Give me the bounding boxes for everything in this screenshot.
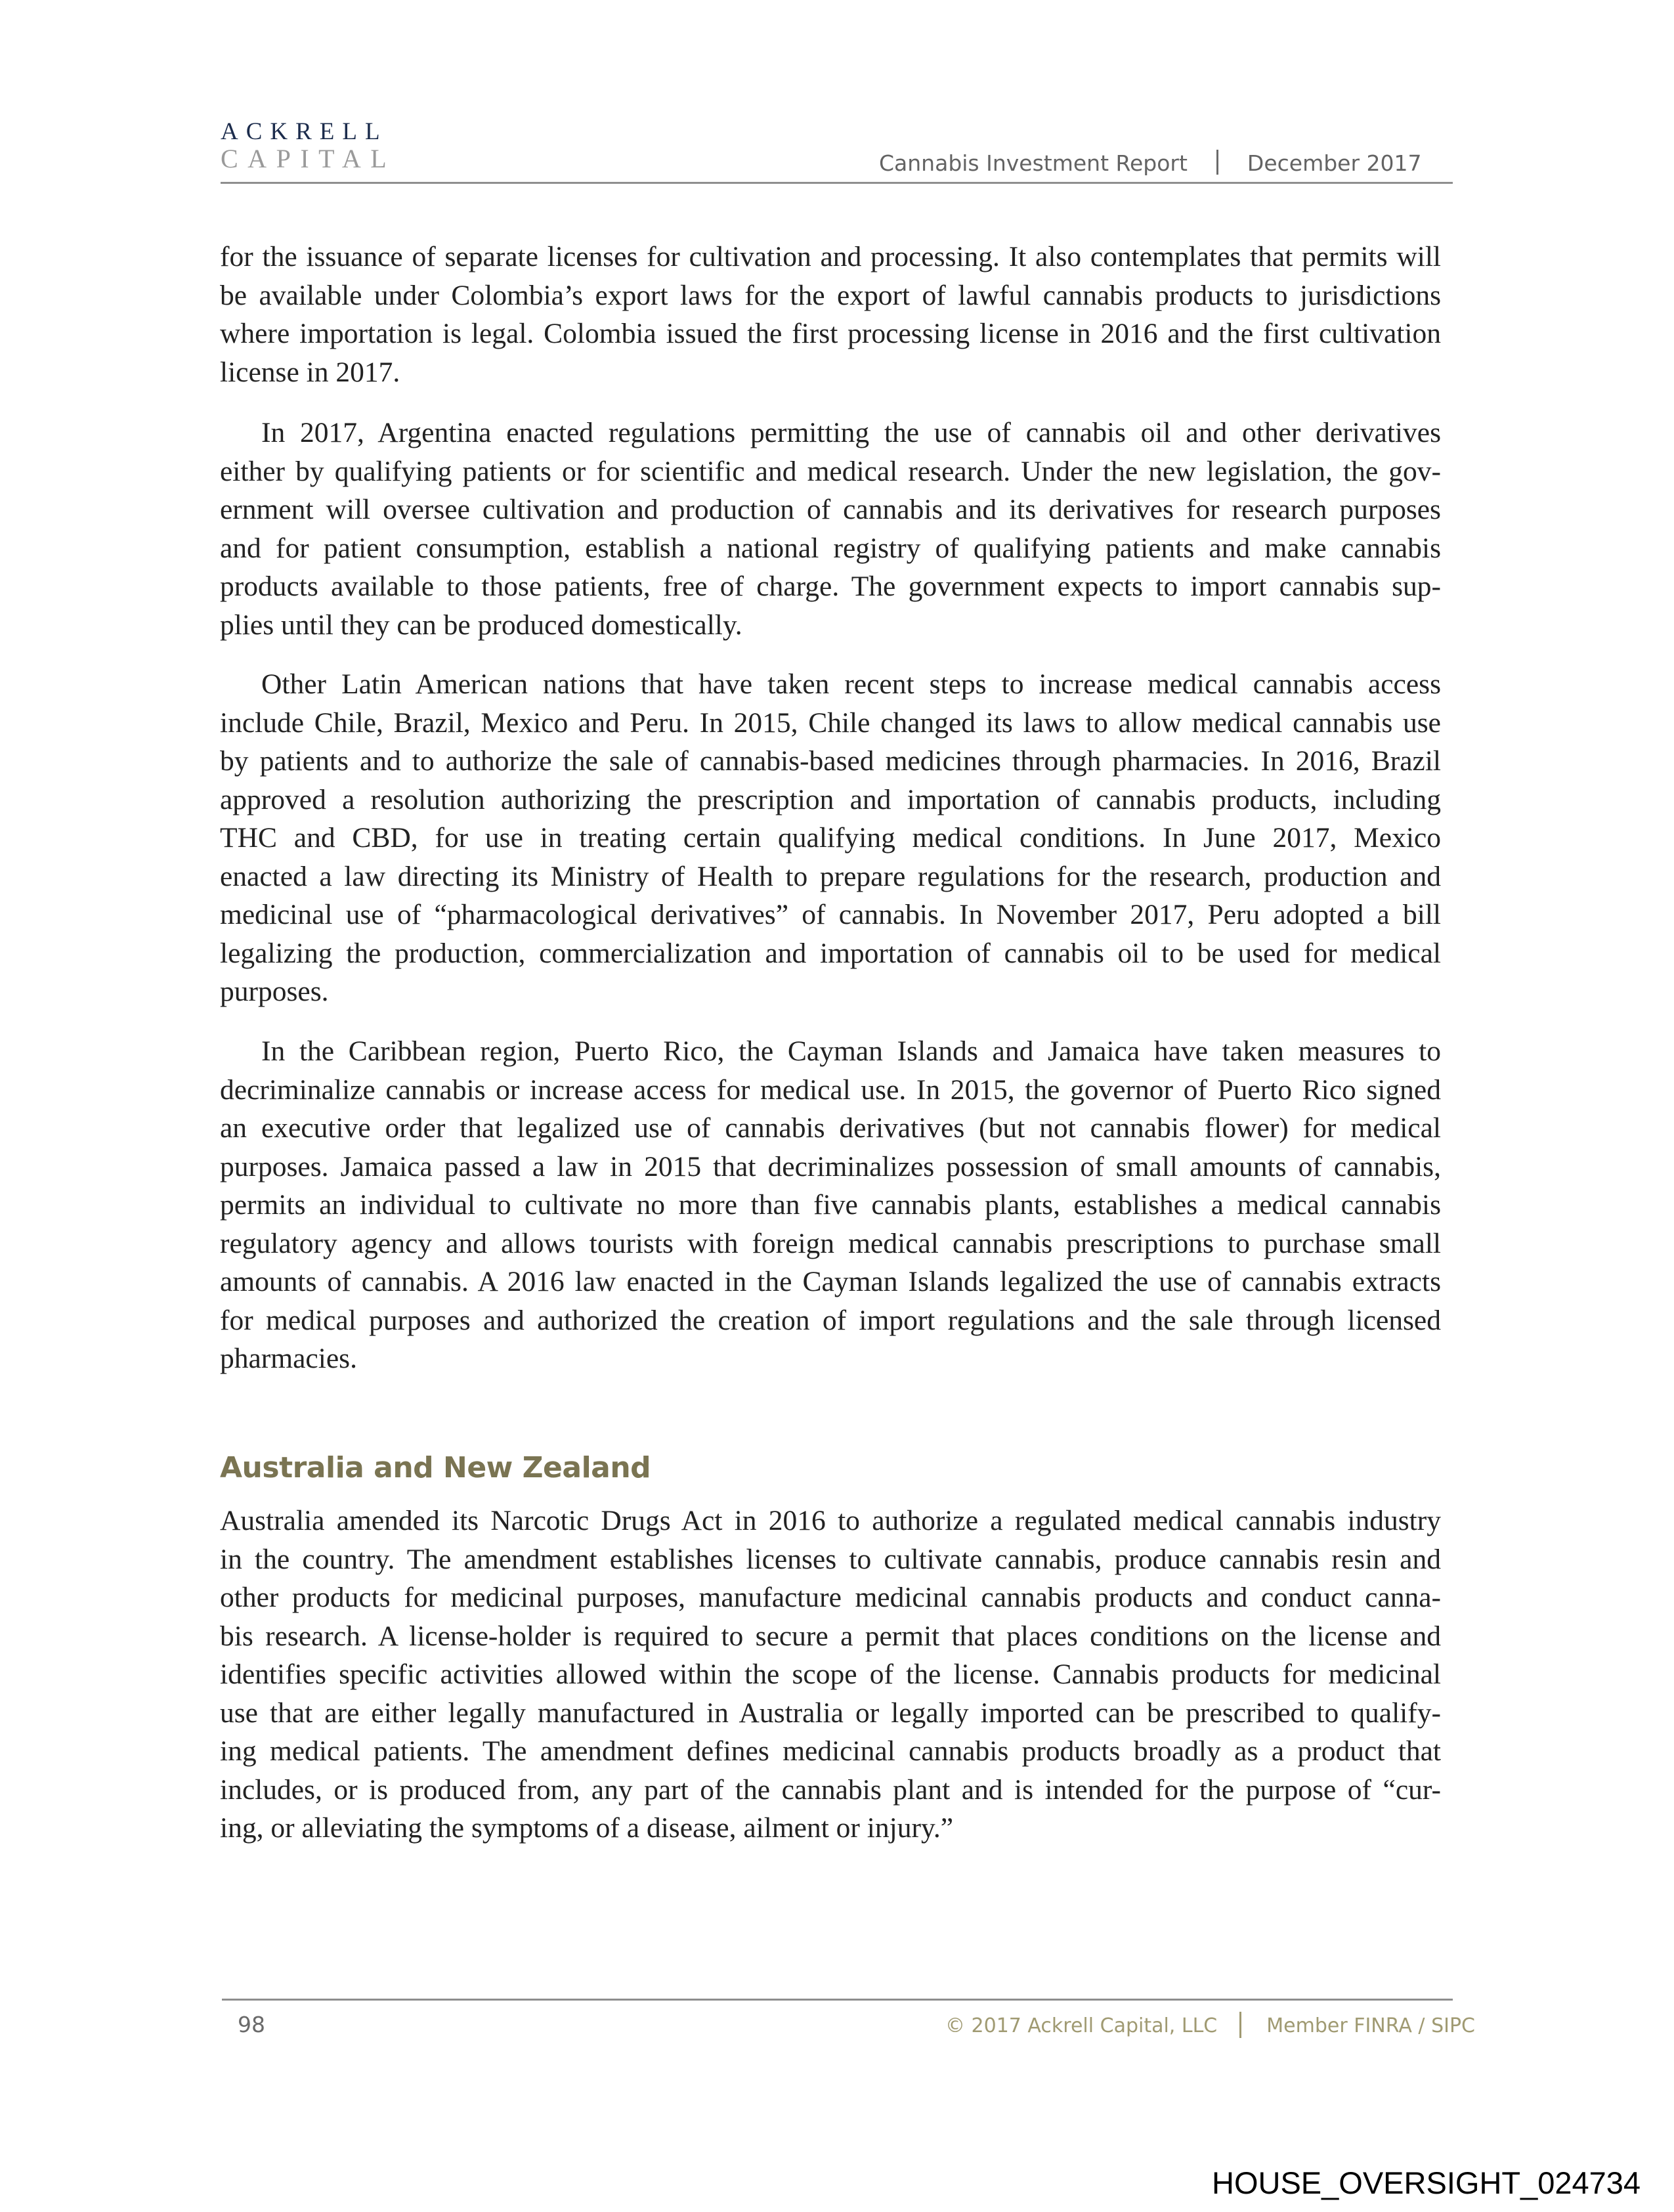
report-title: Cannabis Investment Report [879, 150, 1188, 176]
text-line: by patients and to authorize the sale of cannabis-based medicines through pharmacies. In 2016, Brazil [220, 745, 1441, 777]
text-line: Australia amended its Narcotic Drugs Act in 2016 to authorize a regulated medical cannabis industry [220, 1505, 1441, 1536]
footer-rule [222, 1999, 1453, 2001]
copyright-notice: © 2017 Ackrell Capital, LLC [945, 2014, 1218, 2037]
text-line: be available under Colombia’s export laws for the export of lawful cannabis products to jurisdictions [220, 279, 1441, 311]
logo-line-ackrell: ACKRELL [221, 118, 388, 145]
text-line: use that are either legally manufactured in Australia or legally imported can be prescribed to qualify- [220, 1697, 1441, 1729]
text-line: in the country. The amendment establishes licenses to cultivate cannabis, produce cannabis resin and [220, 1543, 1441, 1575]
paragraph-argentina [220, 414, 1441, 644]
bates-stamp: HOUSE_OVERSIGHT_024734 [1212, 2165, 1641, 2200]
paragraph-australia [220, 1502, 1441, 1848]
text-line: amounts of cannabis. A 2016 law enacted in the Cayman Islands legalized the use of cannabis extracts [220, 1266, 1441, 1297]
header-divider [1216, 150, 1218, 175]
text-line: In 2017, Argentina enacted regulations permitting the use of cannabis oil and other derivatives [261, 417, 1441, 448]
text-line: purposes. [220, 976, 329, 1007]
header-rule [221, 182, 1453, 184]
text-line: purposes. Jamaica passed a law in 2015 that decriminalizes possession of small amounts of cannabis, [220, 1150, 1441, 1182]
text-line: ing, or alleviating the symptoms of a disease, ailment or injury.” [220, 1812, 954, 1844]
text-line: enacted a law directing its Ministry of Health to prepare regulations for the research, production and [220, 860, 1441, 892]
text-line: THC and CBD, for use in treating certain qualifying medical conditions. In June 2017, Mexico [220, 822, 1441, 854]
text-line: bis research. A license-holder is required to secure a permit that places conditions on the license and [220, 1620, 1441, 1652]
text-line: regulatory agency and allows tourists with foreign medical cannabis prescriptions to purchase small [220, 1227, 1441, 1259]
report-date: December 2017 [1247, 150, 1422, 176]
footer-legal [945, 2012, 1475, 2039]
text-line: includes, or is produced from, any part of the cannabis plant and is intended for the purpose of “cur- [220, 1773, 1441, 1806]
text-line: either by qualifying patients or for scientific and medical research. Under the new legislation, the gov- [220, 455, 1441, 487]
text-line: where importation is legal. Colombia issued the first processing license in 2016 and the first cultivation [220, 318, 1441, 349]
text-line: for the issuance of separate licenses for cultivation and processing. It also contemplates that permits will [220, 241, 1441, 272]
logo-line-capital: CAPITAL [221, 144, 397, 173]
text-line: an executive order that legalized use of cannabis derivatives (but not cannabis flower) for medical [220, 1112, 1441, 1144]
text-line: Other Latin American nations that have taken recent steps to increase medical cannabis access [261, 668, 1441, 700]
section-heading-australia-new-zealand: Australia and New Zealand [220, 1451, 651, 1485]
text-line: identifies specific activities allowed within the scope of the license. Cannabis products for medicinal [220, 1659, 1441, 1690]
text-line: approved a resolution authorizing the prescription and importation of cannabis products, including [220, 783, 1441, 815]
text-line: permits an individual to cultivate no more than five cannabis plants, establishes a medical cannabis [220, 1189, 1441, 1221]
text-line: medicinal use of “pharmacological derivatives” of cannabis. In November 2017, Peru adopted a bill [220, 899, 1441, 930]
text-line: In the Caribbean region, Puerto Rico, the Cayman Islands and Jamaica have taken measures to [261, 1035, 1441, 1067]
text-line: products available to those patients, free of charge. The government expects to import cannabis sup- [220, 571, 1441, 602]
text-line: other products for medicinal purposes, manufacture medicinal cannabis products and conduct canna- [220, 1582, 1441, 1613]
paragraph-caribbean [220, 1032, 1441, 1378]
running-header [879, 150, 1422, 176]
text-line: pharmacies. [220, 1343, 357, 1374]
paragraph-latin-america [220, 665, 1441, 1011]
text-line: decriminalize cannabis or increase access for medical use. In 2015, the governor of Puerto Rico signed [220, 1073, 1441, 1106]
page-number: 98 [238, 2012, 265, 2037]
membership-notice: Member FINRA / SIPC [1266, 2014, 1476, 2037]
paragraph-colombia [220, 238, 1441, 391]
text-line: include Chile, Brazil, Mexico and Peru. In 2015, Chile changed its laws to allow medical cannabis use [220, 706, 1441, 739]
text-line: and for patient consumption, establish a national registry of qualifying patients and make cannabis [220, 532, 1441, 564]
text-line: for medical purposes and authorized the creation of import regulations and the sale through licensed [220, 1304, 1441, 1336]
text-line: ing medical patients. The amendment defines medicinal cannabis products broadly as a product that [220, 1735, 1441, 1767]
text-line: plies until they can be produced domestically. [220, 609, 742, 641]
footer-divider [1239, 2012, 1241, 2038]
text-line: legalizing the production, commercialization and importation of cannabis oil to be used for medical [220, 937, 1441, 969]
text-line: license in 2017. [220, 356, 400, 388]
text-line: ernment will oversee cultivation and production of cannabis and its derivatives for research purposes [220, 494, 1441, 525]
